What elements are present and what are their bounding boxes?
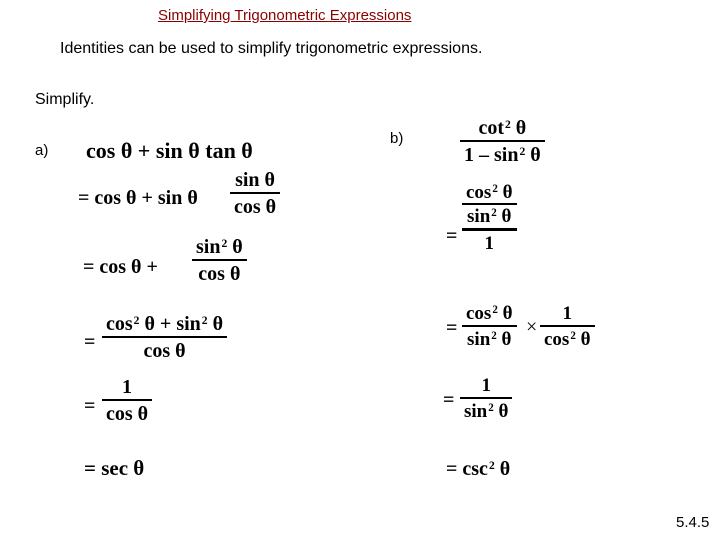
- part-b-expression: [460, 118, 545, 165]
- times-sign: ×: [526, 316, 538, 338]
- part-b-step2-f2-denominator: $\cos^2 \theta$: [544, 329, 591, 350]
- main-fraction-bar: [462, 228, 517, 231]
- part-b-step2-fraction2: [540, 304, 595, 349]
- part-b-step2-f2-numerator: 1: [562, 303, 572, 324]
- part-a-step3-denominator: cos θ: [143, 340, 186, 362]
- part-b-step1-fraction: [462, 183, 517, 253]
- part-a-step3-fraction: [102, 314, 227, 361]
- fraction-bar: [462, 325, 517, 327]
- part-b-step1-inner-numerator: $\cos^2 \theta$: [466, 182, 513, 203]
- part-a-step2-denominator: cos θ: [198, 263, 241, 285]
- part-a-step1-fraction: [230, 170, 280, 217]
- part-a-step4-fraction: [102, 377, 152, 424]
- part-b-step3-equals: =: [443, 389, 455, 411]
- part-a-step3-equals: =: [84, 331, 96, 353]
- part-b-step3-fraction: [460, 376, 512, 421]
- part-b-expression-denominator: $1 - \sin^2 \theta$: [464, 144, 541, 166]
- part-a-label: a): [35, 142, 49, 159]
- part-b-result: = $\csc^2 \theta$: [446, 458, 511, 480]
- fraction-bar: [230, 192, 280, 194]
- part-b-label: b): [390, 130, 404, 147]
- part-a-step4-denominator: cos θ: [106, 403, 149, 425]
- part-a-step2-numerator: $\sin^2 \theta$: [196, 236, 243, 258]
- fraction-bar: [192, 259, 247, 261]
- part-b-step2-fraction1: [462, 304, 517, 349]
- part-b-step2-f1-numerator: $\cos^2 \theta$: [466, 303, 513, 324]
- part-b-step1-inner-fraction: [462, 183, 517, 226]
- part-b-step1-inner-denominator: $\sin^2 \theta$: [467, 206, 512, 227]
- part-a-result: = sec θ: [84, 456, 145, 480]
- fraction-bar: [102, 399, 152, 401]
- part-b-step1-outer-denominator: 1: [484, 233, 494, 254]
- part-a-step1-denominator: cos θ: [234, 196, 277, 218]
- fraction-bar: [460, 140, 545, 142]
- part-a-step1-numerator: sin θ: [235, 169, 275, 191]
- part-b-step2-f1-denominator: $\sin^2 \theta$: [467, 329, 512, 350]
- part-b-step1-equals: =: [446, 225, 458, 247]
- part-a-step3-numerator: $\cos^2 \theta + \sin^2 \theta$: [106, 313, 224, 335]
- fraction-bar: [460, 397, 512, 399]
- part-a-step2-fraction: [192, 237, 247, 284]
- fraction-bar: [462, 203, 517, 205]
- simplify-prompt: Simplify.: [35, 91, 95, 108]
- part-a-expression: cos θ + sin θ tan θ: [86, 138, 253, 163]
- fraction-bar: [540, 325, 595, 327]
- part-a-step4-numerator: 1: [122, 376, 133, 398]
- part-b-step3-denominator: $\sin^2 \theta$: [464, 401, 509, 422]
- intro-text: Identities can be used to simplify trigonometric expressions.: [60, 40, 483, 57]
- part-a-step1-prefix: = cos θ + sin θ: [78, 187, 198, 209]
- page-title: Simplifying Trigonometric Expressions: [158, 7, 412, 24]
- part-b-expression-numerator: $\cot^2 \theta$: [478, 117, 527, 139]
- part-a-step4-equals: =: [84, 395, 96, 417]
- part-b-step3-numerator: 1: [481, 375, 491, 396]
- part-b-step2-equals: =: [446, 317, 458, 339]
- part-a-step2-prefix: = cos θ +: [83, 256, 158, 278]
- fraction-bar: [102, 336, 227, 338]
- slide-number: 5.4.5: [676, 514, 710, 531]
